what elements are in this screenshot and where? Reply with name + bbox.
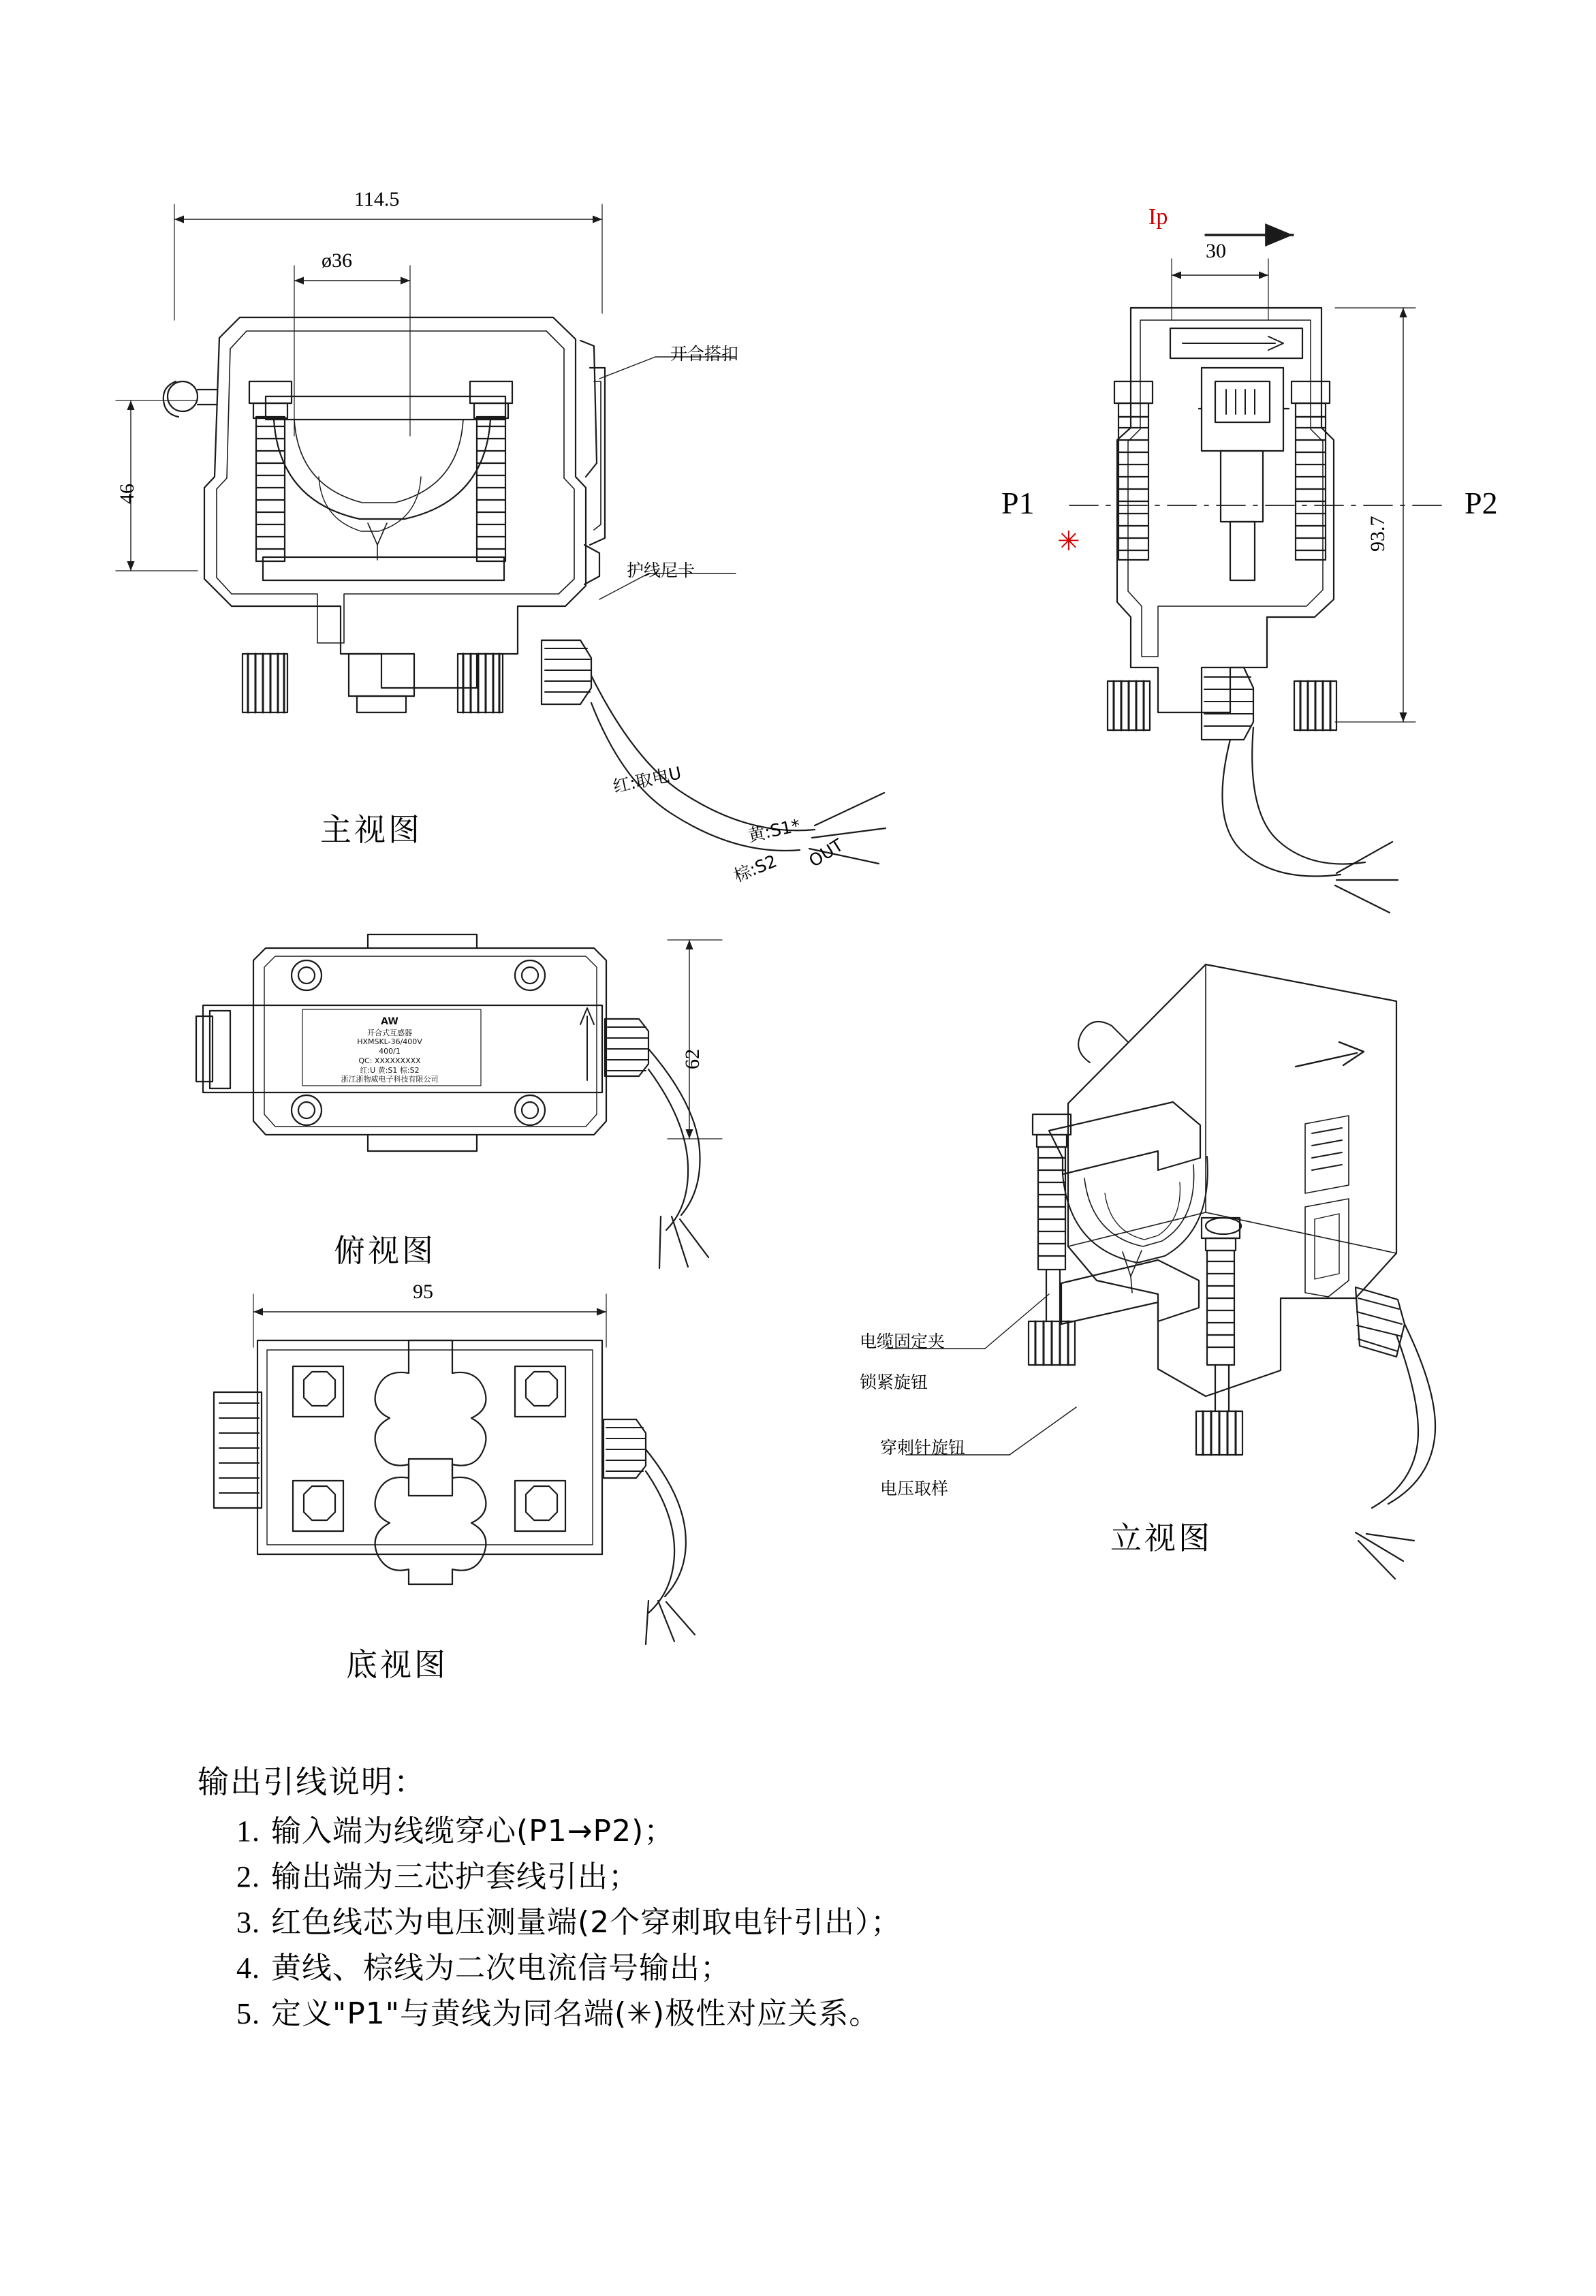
front-hole-dim: ø36 <box>322 249 352 272</box>
front-width-dim: 114.5 <box>354 188 400 210</box>
top-width-dim: 62 <box>681 1049 704 1069</box>
note-text: 定义"P1"与黄线为同名端(✳)极性对应关系。 <box>271 1996 880 2031</box>
bottom-view-geometry <box>214 1294 695 1644</box>
note-item <box>236 1809 1424 1855</box>
note-item <box>236 1900 1424 1946</box>
note-text: 红色线芯为电压测量端(2个穿刺取电针引出）； <box>271 1904 902 1940</box>
notes-list <box>198 1809 1424 2036</box>
note-item <box>236 1946 1424 1992</box>
nameplate-line1: 开合式互感器 <box>367 1028 412 1037</box>
annotation-latch: 开合搭扣 <box>670 344 739 364</box>
annotation-clamp-1: 电缆固定夹 <box>860 1332 945 1351</box>
note-item <box>236 1992 1424 2037</box>
notes-block <box>198 1757 1424 2036</box>
note-number: 2. <box>236 1859 260 1893</box>
front-height-dim: 46 <box>116 484 138 504</box>
polarity-mark: ✳ <box>1057 526 1080 557</box>
annotation-pin-2: 电压取样 <box>880 1479 949 1498</box>
note-text: 输出端为三芯护套线引出； <box>271 1859 639 1894</box>
note-number: 5. <box>236 1996 260 2030</box>
terminal-p2: P2 <box>1465 486 1498 520</box>
nameplate-line6: 浙江浙物威电子科技有限公司 <box>341 1075 439 1084</box>
annotation-clamp-2: 锁紧旋钮 <box>860 1372 928 1392</box>
wire-label-out: OUT <box>805 834 847 871</box>
side-depth-dim: 30 <box>1206 240 1226 262</box>
top-view-geometry <box>196 934 722 1268</box>
wire-label-red: 红:取电U <box>611 763 683 797</box>
view-title-top: 俯视图 <box>334 1232 436 1269</box>
notes-title: 输出引线说明： <box>198 1763 426 1800</box>
nameplate <box>308 1016 471 1084</box>
note-number: 3. <box>236 1905 260 1939</box>
nameplate-line4: QC: XXXXXXXXX <box>358 1056 421 1065</box>
note-number: 1. <box>236 1814 260 1848</box>
iso-view-geometry <box>886 964 1435 1579</box>
view-title-bottom: 底视图 <box>346 1646 448 1683</box>
wire-label-brown: 棕:S2 <box>731 851 780 886</box>
front-view-geometry <box>116 204 886 864</box>
view-title-iso: 立视图 <box>1110 1520 1212 1556</box>
nameplate-line5: 红:U 黄:S1 棕:S2 <box>360 1065 420 1075</box>
annotation-cable-clamp: 护线尼卡 <box>627 561 695 580</box>
note-number: 4. <box>236 1951 260 1985</box>
view-title-front: 主视图 <box>320 811 422 848</box>
nameplate-line2: HXMSKL-36/400V <box>357 1037 422 1047</box>
note-item <box>236 1855 1424 1900</box>
wire-label-yellow: 黄:S1* <box>746 815 802 846</box>
note-text: 输入端为线缆穿心(P1→P2)； <box>271 1814 675 1849</box>
side-height-dim: 93.7 <box>1366 516 1389 552</box>
nameplate-brand: AW <box>381 1016 398 1027</box>
terminal-p1: P1 <box>1001 486 1035 520</box>
side-view-geometry <box>1069 235 1444 913</box>
ip-label: Ip <box>1148 204 1168 230</box>
bottom-width-dim: 95 <box>413 1280 433 1303</box>
note-text: 黄线、棕线为二次电流信号输出； <box>271 1950 731 1985</box>
nameplate-line3: 400/1 <box>379 1047 401 1056</box>
annotation-pin-1: 穿刺针旋钮 <box>880 1438 966 1458</box>
